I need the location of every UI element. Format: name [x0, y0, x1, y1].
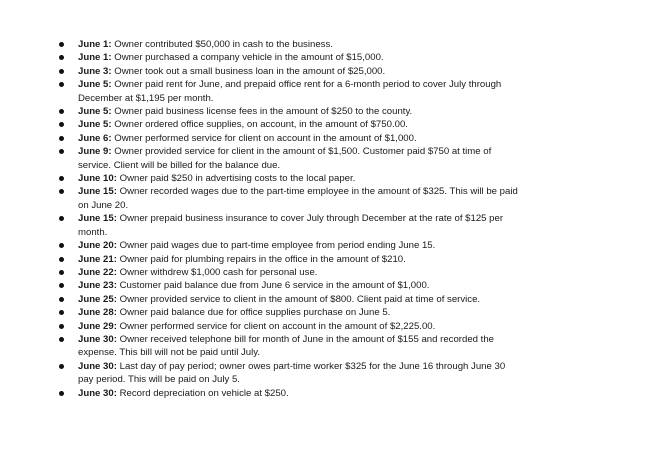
list-item: [58, 172, 518, 185]
bullet-icon: [59, 243, 64, 248]
bullet-icon: [59, 69, 64, 74]
transaction-date: June 9:: [78, 146, 112, 158]
list-item: [58, 387, 518, 400]
transaction-date: June 10:: [78, 173, 117, 185]
list-item: [58, 51, 518, 64]
list-item: [58, 132, 518, 145]
transaction-date: June 15:: [78, 186, 117, 198]
transaction-date: June 1:: [78, 52, 112, 64]
transaction-description: Owner received telephone bill for month of June in the amount of $155 and recorded the expense. This bill will not be paid until July.: [78, 333, 494, 359]
transaction-description: Last day of pay period; owner owes part-time worker $325 for the June 16 through June 30 pay period. This will be paid on July 5.: [78, 360, 506, 386]
list-item: [58, 279, 518, 292]
bullet-icon: [59, 109, 64, 114]
transaction-description: Customer paid balance due from June 6 service in the amount of $1,000.: [116, 280, 430, 292]
transaction-description: Owner paid balance due for office supplies purchase on June 5.: [116, 307, 391, 319]
list-item: [58, 306, 518, 319]
list-item: [58, 293, 518, 306]
list-item: [58, 105, 518, 118]
bullet-icon: [59, 122, 64, 127]
bullet-icon: [59, 82, 64, 87]
list-item: [58, 212, 518, 239]
transaction-description: Owner withdrew $1,000 cash for personal use.: [116, 266, 318, 278]
transaction-description: Owner took out a small business loan in the amount of $25,000.: [111, 65, 386, 77]
transaction-description: Owner provided service for client in the amount of $1,500. Customer paid $750 at time of service. Client will be billed for the balance due.: [78, 146, 492, 171]
transaction-description: Owner contributed $50,000 in cash to the business.: [111, 39, 333, 50]
bullet-icon: [59, 257, 64, 262]
list-item: [58, 266, 518, 279]
bullet-icon: [59, 337, 64, 342]
transaction-description: Owner purchased a company vehicle in the amount of $15,000.: [111, 52, 384, 64]
transaction-description: Owner performed service for client on account in the amount of $1,000.: [111, 132, 417, 144]
bullet-icon: [59, 55, 64, 60]
transaction-date: June 6:: [78, 132, 112, 144]
bullet-icon: [59, 189, 64, 194]
bullet-icon: [59, 149, 64, 154]
transaction-description: Owner paid rent for June, and prepaid office rent for a 6-month period to cover July through December at $1,195 per month.: [78, 79, 502, 104]
list-item: [58, 239, 518, 252]
transaction-description: Owner ordered office supplies, on account, in the amount of $750.00.: [111, 119, 408, 131]
list-item: [58, 65, 518, 78]
transaction-description: Record depreciation on vehicle at $250.: [116, 387, 289, 399]
transaction-date: June 28:: [78, 307, 117, 319]
transaction-date: June 20:: [78, 240, 117, 252]
bullet-icon: [59, 324, 64, 329]
bullet-icon: [59, 216, 64, 221]
bullet-icon: [59, 297, 64, 302]
list-item: [58, 145, 518, 172]
bullet-icon: [59, 136, 64, 141]
list-item: [58, 118, 518, 131]
list-item: [58, 185, 518, 212]
list-item: [58, 78, 518, 105]
transaction-list: [58, 38, 518, 400]
transaction-description: Owner paid for plumbing repairs in the office in the amount of $210.: [116, 253, 406, 265]
transaction-description: Owner performed service for client on account in the amount of $2,225.00.: [116, 320, 436, 332]
list-item: [58, 320, 518, 333]
transaction-description: Owner paid business license fees in the amount of $250 to the county.: [111, 106, 413, 118]
transaction-date: June 5:: [78, 119, 112, 131]
transaction-date: June 23:: [78, 280, 117, 292]
bullet-icon: [59, 270, 64, 275]
transaction-date: June 3:: [78, 65, 112, 77]
transaction-date: June 1:: [78, 39, 112, 50]
transaction-description: Owner paid $250 in advertising costs to the local paper.: [116, 173, 356, 185]
transaction-date: June 30:: [78, 360, 117, 372]
transaction-date: June 25:: [78, 293, 117, 305]
transaction-description: Owner provided service to client in the amount of $800. Client paid at time of service.: [116, 293, 481, 305]
bullet-icon: [59, 283, 64, 288]
transaction-date: June 5:: [78, 79, 112, 91]
transaction-date: June 22:: [78, 266, 117, 278]
bullet-icon: [59, 391, 64, 396]
list-item: [58, 253, 518, 266]
list-item: [58, 333, 518, 360]
transaction-description: Owner paid wages due to part-time employee from period ending June 15.: [116, 240, 436, 252]
transaction-description: Owner recorded wages due to the part-time employee in the amount of $325. This will be paid on June 20.: [78, 186, 518, 211]
transaction-description: Owner prepaid business insurance to cover July through December at the rate of $125 per month.: [78, 213, 504, 238]
bullet-icon: [59, 310, 64, 315]
bullet-icon: [59, 364, 64, 369]
list-item: [58, 38, 518, 51]
transaction-date: June 5:: [78, 106, 112, 118]
transaction-date: June 15:: [78, 213, 117, 225]
transaction-date: June 30:: [78, 333, 117, 345]
bullet-icon: [59, 42, 64, 47]
transaction-date: June 30:: [78, 387, 117, 399]
transaction-date: June 21:: [78, 253, 117, 265]
transaction-date: June 29:: [78, 320, 117, 332]
bullet-icon: [59, 176, 64, 181]
list-item: [58, 360, 518, 387]
